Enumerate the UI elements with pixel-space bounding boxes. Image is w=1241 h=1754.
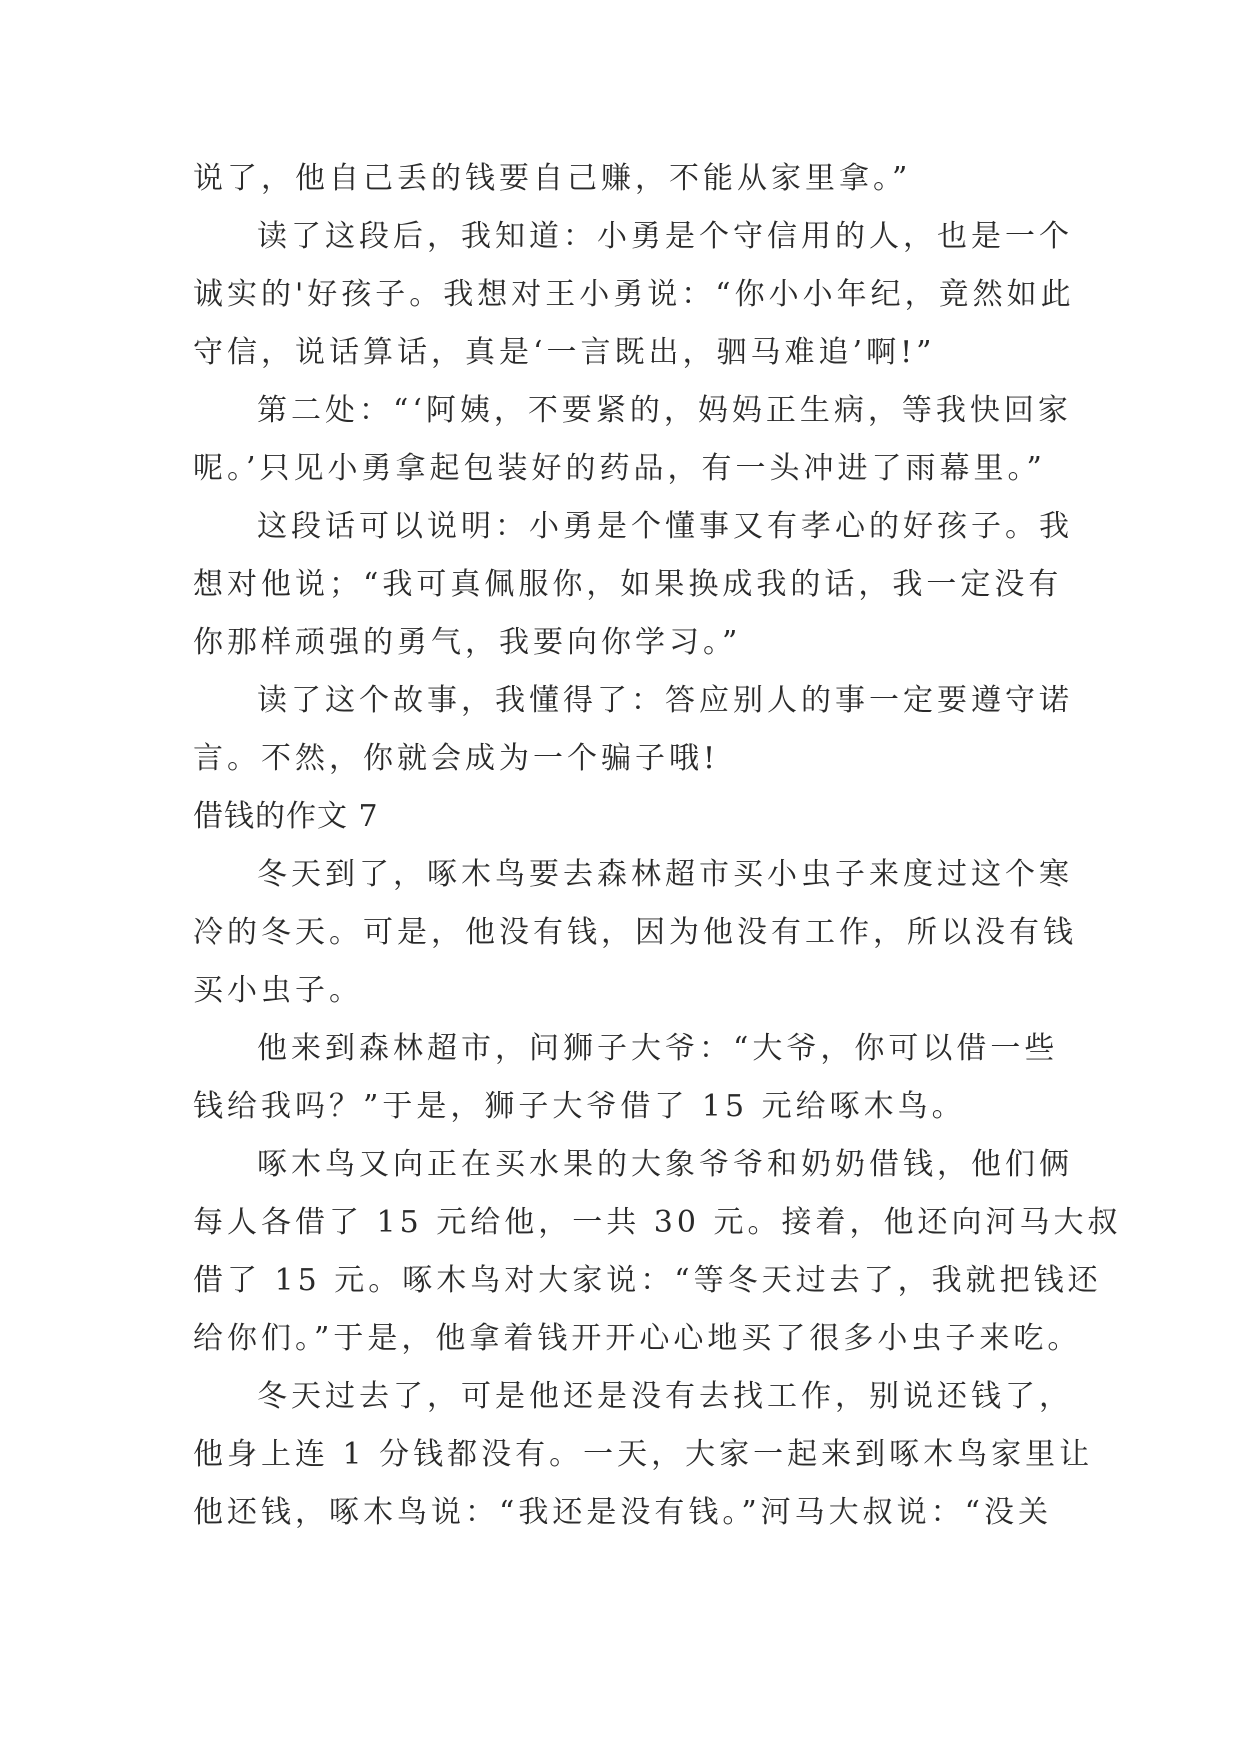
document-body bbox=[193, 150, 1122, 1542]
text-line: 借了 15 元。啄木鸟对大家说：“等冬天过去了，我就把钱还 bbox=[193, 1263, 1102, 1298]
paragraph-first-line: 这段话可以说明：小勇是个懂事又有孝心的好孩子。我 bbox=[257, 509, 1073, 544]
text-line: 言。不然，你就会成为一个骗子哦! bbox=[193, 741, 720, 776]
paragraph-first-line: 读了这段后，我知道：小勇是个守信用的人，也是一个 bbox=[257, 219, 1073, 254]
text-line: 钱给我吗？”于是，狮子大爷借了 15 元给啄木鸟。 bbox=[193, 1089, 966, 1124]
paragraph-first-line: 他来到森林超市，问狮子大爷：“大爷，你可以借一些 bbox=[257, 1031, 1059, 1066]
paragraph-first-line: 第二处：“‘阿姨，不要紧的，妈妈正生病，等我快回家 bbox=[257, 393, 1072, 428]
paragraph-first-line: 读了这个故事，我懂得了：答应别人的事一定要遵守诺 bbox=[257, 683, 1073, 718]
paragraph-first-line: 冬天到了，啄木鸟要去森林超市买小虫子来度过这个寒 bbox=[257, 857, 1073, 892]
text-line: 每人各借了 15 元给他，一共 30 元。接着，他还向河马大叔 bbox=[193, 1205, 1122, 1240]
text-line: 他还钱，啄木鸟说：“我还是没有钱。”河马大叔说：“没关 bbox=[193, 1495, 1053, 1530]
text-line: 诚实的'好孩子。我想对王小勇说：“你小小年纪，竟然如此 bbox=[193, 277, 1075, 312]
text-line: 想对他说；“我可真佩服你，如果换成我的话，我一定没有 bbox=[193, 567, 1063, 602]
text-line: 给你们。”于是，他拿着钱开开心心地买了很多小虫子来吃。 bbox=[193, 1321, 1082, 1356]
paragraph-first-line: 冬天过去了，可是他还是没有去找工作，别说还钱了， bbox=[257, 1379, 1073, 1414]
text-line: 呢。’只见小勇拿起包装好的药品，有一头冲进了雨幕里。” bbox=[193, 451, 1046, 486]
paragraph-first-line: 啄木鸟又向正在买水果的大象爷爷和奶奶借钱，他们俩 bbox=[257, 1147, 1073, 1182]
text-line: 买小虫子。 bbox=[193, 973, 363, 1008]
section-heading: 借钱的作文 7 bbox=[193, 799, 379, 834]
text-line: 你那样顽强的勇气，我要向你学习。” bbox=[193, 625, 742, 660]
text-line: 守信，说话算话，真是‘一言既出，驷马难追’啊!” bbox=[193, 335, 936, 370]
text-line: 他身上连 1 分钱都没有。一天，大家一起来到啄木鸟家里让 bbox=[193, 1437, 1094, 1472]
text-line: 冷的冬天。可是，他没有钱，因为他没有工作，所以没有钱 bbox=[193, 915, 1077, 950]
text-line: 说了，他自己丢的钱要自己赚，不能从家里拿。” bbox=[193, 161, 912, 196]
